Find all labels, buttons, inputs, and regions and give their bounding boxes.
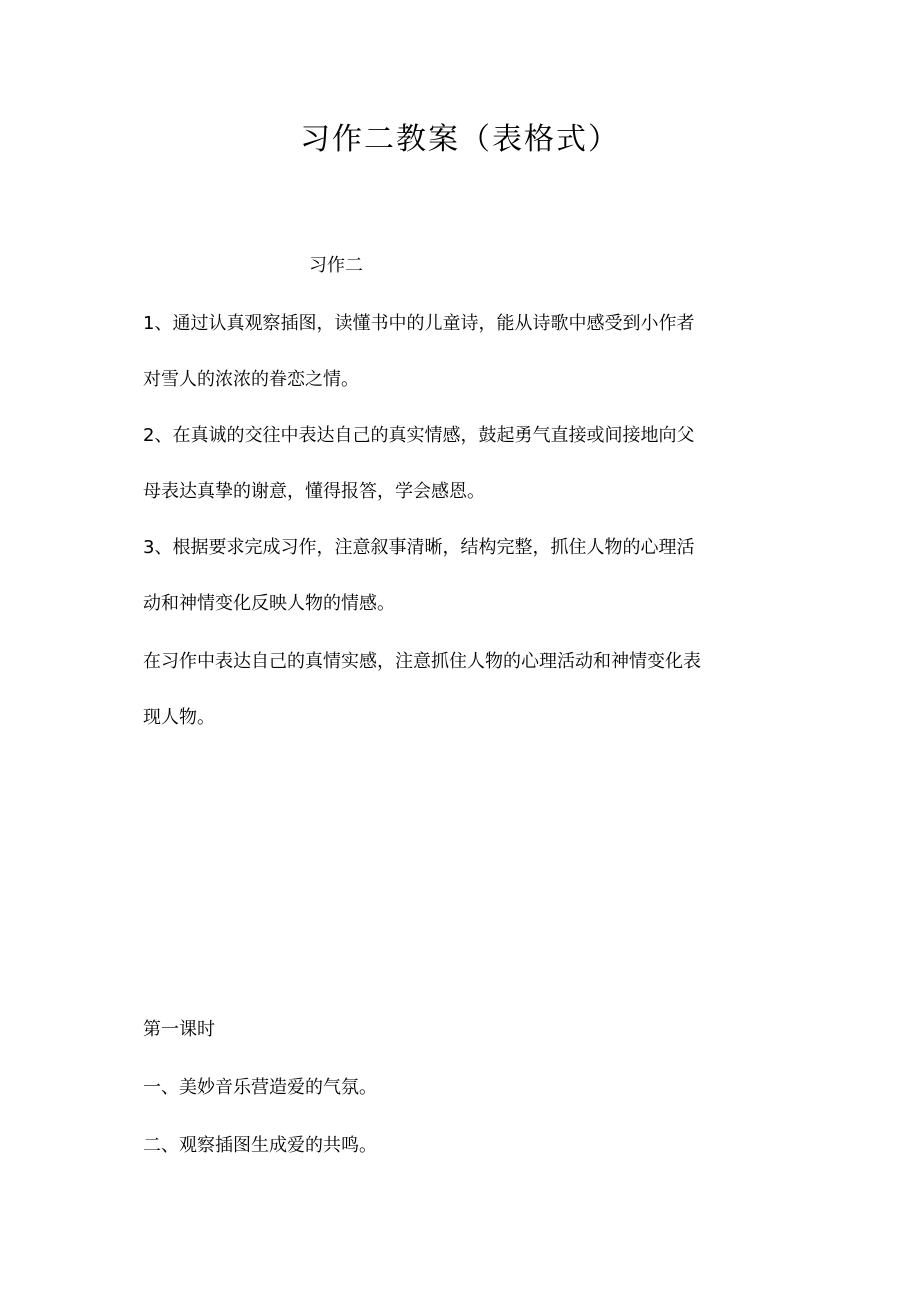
objective-line-1: 1、通过认真观察插图，读懂书中的儿童诗，能从诗歌中感受到小作者 bbox=[143, 313, 695, 334]
objective-line-5: 3、根据要求完成习作，注意叙事清晰，结构完整，抓住人物的心理活 bbox=[143, 537, 695, 558]
objective-line-6: 动和神情变化反映人物的情感。 bbox=[143, 593, 395, 614]
lesson-step-2: 二、观察插图生成爱的共鸣。 bbox=[143, 1135, 377, 1156]
lesson-step-1: 一、美妙音乐营造爱的气氛。 bbox=[143, 1077, 377, 1098]
focus-line-2: 现人物。 bbox=[143, 707, 215, 728]
document-title: 习作二教案（表格式） bbox=[300, 122, 620, 157]
objective-line-3: 2、在真诚的交往中表达自己的真实情感，鼓起勇气直接或间接地向父 bbox=[143, 425, 695, 446]
section-subtitle: 习作二 bbox=[309, 255, 363, 276]
objective-line-4: 母表达真挚的谢意，懂得报答，学会感恩。 bbox=[143, 481, 485, 502]
objective-line-2: 对雪人的浓浓的眷恋之情。 bbox=[143, 369, 359, 390]
lesson-heading: 第一课时 bbox=[143, 1019, 215, 1040]
focus-line-1: 在习作中表达自己的真情实感，注意抓住人物的心理活动和神情变化表 bbox=[143, 651, 701, 672]
